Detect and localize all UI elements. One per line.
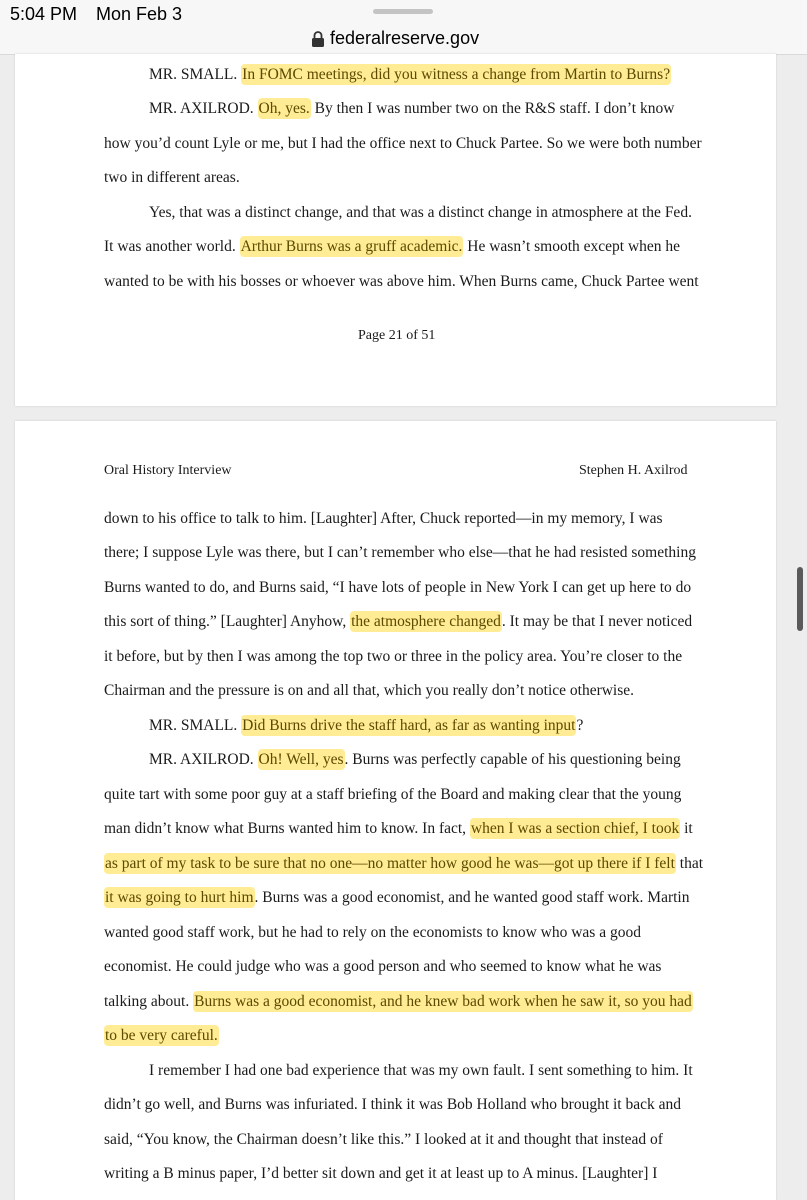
text-line (104, 1027, 219, 1045)
lock-icon (311, 30, 325, 48)
text-line: Burns wanted to do, and Burns said, “I have lots of people in New York I can get up here to do (104, 579, 692, 596)
text-line: there; I suppose Lyle was there, but I can’t remember who else—that he had resisted something (104, 544, 696, 561)
text-line: as part of my task to be sure that no one—no matter how good he was—got up there if I felt that (105, 855, 704, 872)
text-line: this sort of thing.” [Laughter] Anyhow, the atmosphere changed. It may be that I never noticed (104, 613, 693, 630)
scrollbar-thumb[interactable] (797, 567, 803, 631)
highlight: to be very careful. (105, 1027, 218, 1044)
text-line: Yes, that was a distinct change, and that was a distinct change in atmosphere at the Fed. (149, 204, 692, 221)
document-page-22 (15, 421, 776, 1200)
text-line: two in different areas. (104, 169, 240, 186)
status-time: 5:04 PM (10, 4, 78, 24)
text-line: Chairman and the pressure is on and all that, which you really don’t notice otherwise. (104, 682, 635, 699)
multitasking-handle[interactable] (373, 9, 433, 14)
text-line: said, “You know, the Chairman doesn’t like this.” I looked at it and thought that instead of (104, 1131, 663, 1148)
text-line: man didn’t know what Burns wanted him to know. In fact, when I was a section chief, I took it (104, 820, 693, 837)
text-line: wanted good staff work, but he had to rely on the economists to know who was a good (104, 924, 641, 941)
text-line: I remember I had one bad experience that was my own fault. I sent something to him. It (149, 1062, 693, 1079)
text-line: wanted to be with his bosses or whoever was above him. When Burns came, Chuck Partee went (104, 273, 699, 290)
text-line: MR. SMALL. In FOMC meetings, did you witness a change from Martin to Burns? (149, 66, 671, 83)
header-title: Oral History Interview (104, 463, 232, 478)
text-line: down to his office to talk to him. [Laughter] After, Chuck reported—in my memory, I was (104, 510, 663, 527)
highlight: the atmosphere changed (351, 613, 501, 630)
text-line: MR. AXILROD. Oh! Well, yes. Burns was perfectly capable of his questioning being (149, 751, 681, 768)
text-line: didn’t go well, and Burns was infuriated. I think it was Bob Holland who brought it back and (104, 1096, 682, 1113)
document-page-21 (15, 54, 776, 406)
highlight: Did Burns drive the staff hard, as far as wanting input (242, 717, 576, 734)
highlight: as part of my task to be sure that no one—no matter how good he was—got up there if I felt (105, 855, 675, 872)
text-line: writing a B minus paper, I’d better sit down and get it at least up to A minus. [Laughter] I (104, 1165, 658, 1182)
text-line: MR. AXILROD. Oh, yes. By then I was number two on the R&S staff. I don’t know (149, 100, 675, 117)
status-bar (0, 0, 807, 28)
url-text[interactable]: federalreserve.gov (330, 28, 480, 48)
highlight: In FOMC meetings, did you witness a change from Martin to Burns? (242, 66, 671, 83)
highlight: Oh, yes. (258, 100, 310, 117)
text-line: economist. He could judge who was a good person and who seemed to know what he was (104, 958, 662, 975)
text-line: how you’d count Lyle or me, but I had the office next to Chuck Partee. So we were both number (104, 135, 702, 152)
header-author: Stephen H. Axilrod (579, 463, 688, 478)
highlight: Oh! Well, yes (258, 751, 344, 768)
highlight: when I was a section chief, I took (470, 820, 680, 837)
highlight: Burns was a good economist, and he knew bad work when he saw it, so you had (194, 993, 692, 1010)
address-bar[interactable] (0, 28, 807, 55)
text-line: talking about. Burns was a good economist, and he knew bad work when he saw it, so you had (104, 993, 692, 1010)
page-number: Page 21 of 51 (358, 328, 436, 343)
text-line: it before, but by then I was among the top two or three in the policy area. You’re closer to the (104, 648, 683, 665)
text-line: it was going to hurt him. Burns was a good economist, and he wanted good staff work. Martin (105, 889, 690, 906)
highlight: Arthur Burns was a gruff academic. (240, 238, 463, 255)
highlight: it was going to hurt him (105, 889, 254, 906)
text-line: quite tart with some poor guy at a staff briefing of the Board and making clear that the young (104, 786, 682, 803)
text-line: MR. SMALL. Did Burns drive the staff hard, as far as wanting input? (149, 717, 584, 734)
status-date: Mon Feb 3 (96, 4, 183, 24)
text-line: It was another world. Arthur Burns was a gruff academic. He wasn’t smooth except when he (104, 238, 681, 255)
